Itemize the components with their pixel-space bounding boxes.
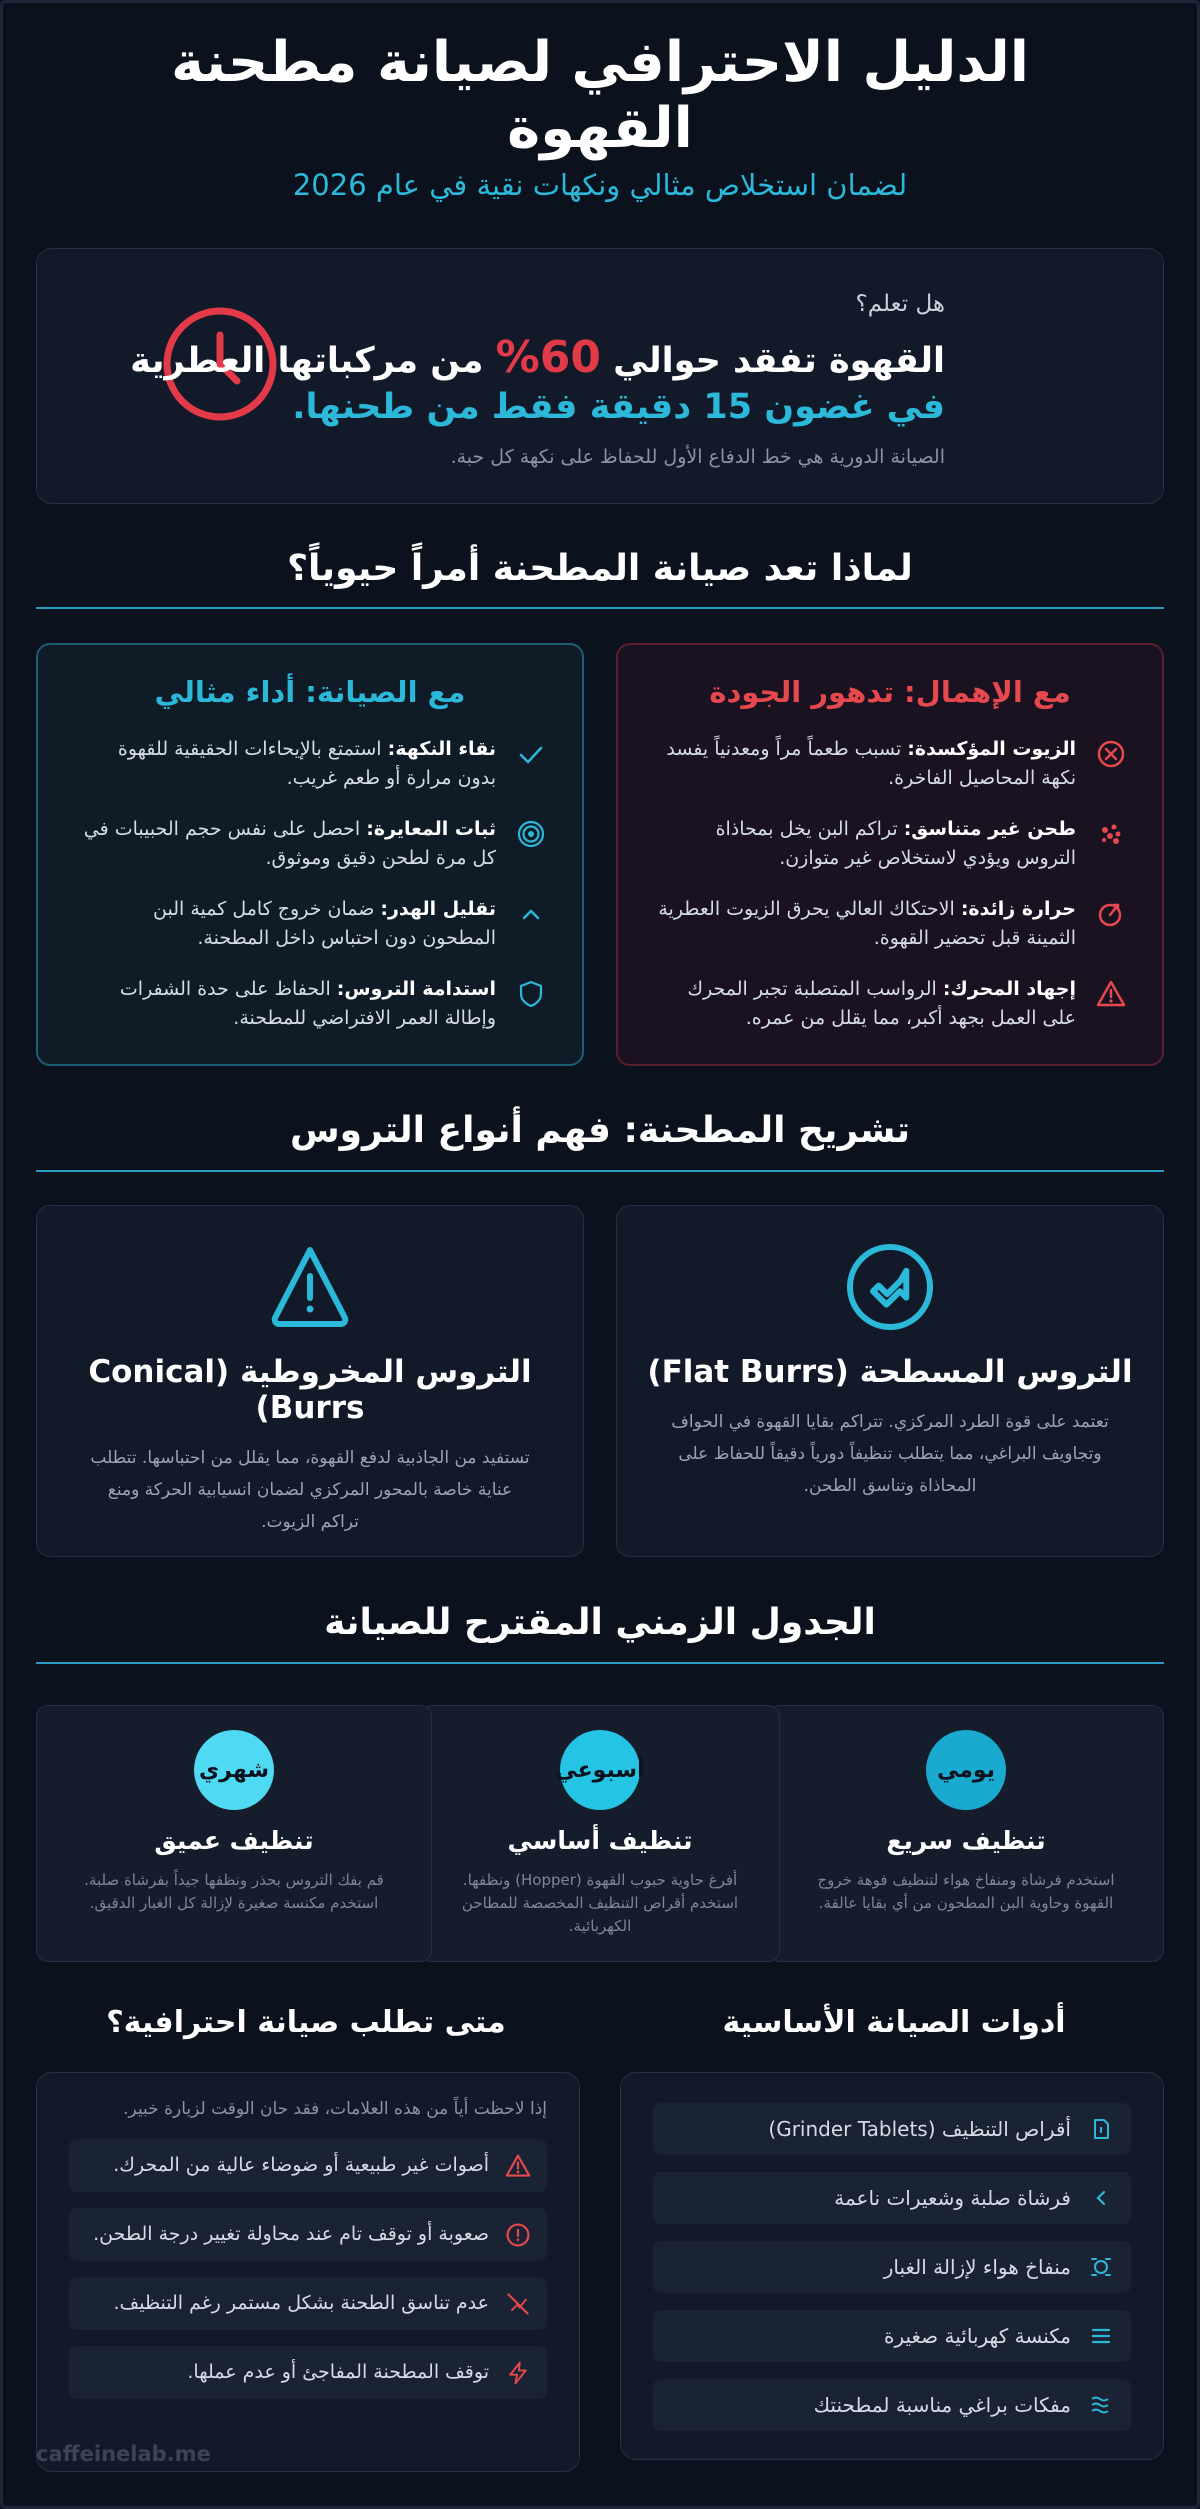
tools-title: أدوات الصيانة الأساسية: [722, 2005, 1066, 2040]
fact-main: [85, 332, 945, 430]
professional-title: متى تطلب صيانة احترافية؟: [106, 2005, 506, 2040]
tool-item: [653, 2379, 1131, 2431]
section-divider: [36, 1170, 1164, 1172]
section-divider: [36, 607, 1164, 609]
neglect-card: [616, 643, 1164, 1066]
neglect-item: [648, 895, 1132, 953]
neglect-item-text: طحن غير متناسق: تراكم البن يخل بمحاذاة التروس ويؤدي لاستخلاص غير متوازن.: [715, 818, 1076, 869]
page-title: الدليل الاحترافي لصيانة مطحنة القهوة: [171, 30, 1029, 161]
flat-burr-title: التروس المسطحة (Flat Burrs): [647, 1354, 1133, 1390]
pro-item: [69, 2139, 547, 2192]
neglect-item-text: إجهاد المحرك: الرواسب المتصلبة تجبر المحرك على العمل بجهد أكبر، مما يقلل من عمره.: [687, 978, 1076, 1029]
pro-item: [69, 2208, 547, 2261]
conical-burr-desc: تستفيد من الجاذبية لدفع القهوة، مما يقلل من احتباسها. تتطلب عناية خاصة بالمحور المركزي لضمان انسيابية الحركة ومنع تراكم الزيوت.: [90, 1448, 530, 1532]
alert-circle-icon: [505, 2222, 531, 2248]
pro-label: أصوات غير طبيعية أو ضوضاء عالية من المحرك.: [113, 2154, 489, 2176]
anatomy-section-title: تشريح المطحنة: فهم أنواع التروس: [290, 1110, 910, 1151]
tools-list: [620, 2072, 1164, 2460]
daily-title: تنظيف سريع: [886, 1826, 1046, 1855]
warning-icon: [505, 2153, 531, 2179]
professional-list: [36, 2072, 580, 2472]
neglect-item-text: حرارة زائدة: الاحتكاك العالي يحرق الزيوت العطرية الثمينة قبل تحضير القهوة.: [658, 898, 1076, 949]
tool-label: مكنسة كهربائية صغيرة: [883, 2324, 1071, 2348]
maintained-item-text: نقاء النكهة: استمتع بالإيحاءات الحقيقية للقهوة بدون مرارة أو طعم غريب.: [117, 738, 496, 789]
schedule-card-weekly: [420, 1705, 780, 1962]
flame-icon: [1096, 899, 1126, 929]
monthly-badge: شهري: [194, 1730, 274, 1810]
monthly-desc: قم بفك التروس بحذر ونظفها جيداً بفرشاة صلبة. استخدم مكنسة صغيرة لإزالة كل الغبار الدقيق.: [84, 1871, 384, 1912]
brush-icon: [1089, 2186, 1113, 2210]
conical-burr-icon: [265, 1242, 355, 1332]
x-circle-icon: [1096, 739, 1126, 769]
tool-label: أقراص التنظيف (Grinder Tablets): [768, 2117, 1071, 2141]
neglect-item: [648, 735, 1132, 793]
tool-item: [653, 2172, 1131, 2224]
maintained-item: [68, 895, 552, 953]
neglect-item-text: الزيوت المؤكسدة: تسبب طعماً مراً ومعدنياً يفسد نكهة المحاصيل الفاخرة.: [666, 738, 1076, 789]
check-icon: [516, 739, 546, 769]
pro-item: [69, 2277, 547, 2330]
fact-question: هل تعلم؟: [855, 291, 945, 317]
maintained-item-text: تقليل الهدر: ضمان خروج كامل كمية البن المطحون دون احتباس داخل المطحنة.: [153, 898, 496, 949]
maintained-title: مع الصيانة: أداء مثالي: [154, 675, 466, 709]
pro-label: عدم تناسق الطحنة بشكل مستمر رغم التنظيف.: [113, 2292, 489, 2314]
monthly-title: تنظيف عميق: [154, 1826, 314, 1855]
pro-label: توقف المطحنة المفاجئ أو عدم عملها.: [187, 2361, 489, 2383]
vacuum-icon: [1089, 2324, 1113, 2348]
weekly-desc: أفرغ حاوية حبوب القهوة (Hopper) ونظفها. استخدم أقراص التنظيف المخصصة للمطاحن الكهربائية.: [461, 1871, 739, 1935]
tool-label: فرشاة صلبة وشعيرات ناعمة: [834, 2186, 1071, 2210]
weekly-badge: أسبوعي: [560, 1730, 640, 1810]
fact-line1-post: من مركباتها العطرية: [130, 341, 496, 381]
tablet-icon: [1089, 2117, 1113, 2141]
conical-burr-card: [36, 1205, 584, 1557]
maintained-item: [68, 735, 552, 793]
tool-label: منفاخ هواء لإزالة الغبار: [883, 2255, 1071, 2279]
flat-burr-desc: تعتمد على قوة الطرد المركزي. تتراكم بقايا القهوة في الحواف وتجاويف البراغي، مما يتطلب تنظيفاً دورياً دقيقاً للحفاظ على المحاذاة وتناسق الطحن.: [671, 1412, 1109, 1496]
schedule-section-title: الجدول الزمني المقترح للصيانة: [324, 1602, 876, 1643]
chevron-up-icon: [516, 899, 546, 929]
footer-brand[interactable]: caffeinelab.me: [36, 2442, 211, 2466]
neglect-title: مع الإهمال: تدهور الجودة: [709, 675, 1071, 709]
pro-label: صعوبة أو توقف تام عند محاولة تغيير درجة الطحن.: [93, 2223, 489, 2245]
tool-item: [653, 2241, 1131, 2293]
fact-card: [36, 248, 1164, 504]
neglect-item: [648, 975, 1132, 1033]
maintained-item: [68, 975, 552, 1033]
fact-line1-pre: القهوة تفقد حوالي: [600, 341, 945, 381]
why-section-title: لماذا تعد صيانة المطحنة أمراً حيوياً؟: [287, 548, 913, 589]
pro-item: [69, 2346, 547, 2399]
shield-icon: [516, 979, 546, 1009]
weekly-title: تنظيف أساسي: [507, 1826, 693, 1855]
daily-badge: يومي: [926, 1730, 1006, 1810]
flat-burr-icon: [845, 1242, 935, 1332]
fact-line2: في غضون 15 دقيقة فقط من طحنها.: [292, 387, 945, 427]
fact-note: الصيانة الدورية هي خط الدفاع الأول للحفاظ على نكهة كل حبة.: [450, 446, 945, 468]
scatter-icon: [1096, 819, 1126, 849]
daily-desc: استخدم فرشاة ومنفاخ هواء لتنظيف فوهة خروج القهوة وحاوية البن المطحون من أي بقايا عالقة.: [817, 1871, 1115, 1912]
section-divider: [36, 1662, 1164, 1664]
tool-label: مفكات براغي مناسبة لمطحنتك: [813, 2393, 1071, 2417]
page-subtitle: لضمان استخلاص مثالي ونكهات نقية في عام 2026: [292, 168, 908, 202]
tool-item: [653, 2103, 1131, 2155]
warning-icon: [1096, 979, 1126, 1009]
maintained-item-text: ثبات المعايرة: احصل على نفس حجم الحبيبات في كل مرة لطحن دقيق وموثوق.: [83, 818, 496, 869]
lightning-icon: [505, 2360, 531, 2386]
header: [0, 30, 1200, 202]
maintained-card: [36, 643, 584, 1066]
tool-item: [653, 2310, 1131, 2362]
flat-burr-card: [616, 1205, 1164, 1557]
schedule-card-daily: [768, 1705, 1164, 1962]
target-icon: [516, 819, 546, 849]
screwdriver-icon: [1089, 2393, 1113, 2417]
maintained-item-text: استدامة التروس: الحفاظ على حدة الشفرات وإطالة العمر الافتراضي للمطحنة.: [119, 978, 496, 1029]
fact-text: [85, 291, 945, 468]
schedule-card-monthly: [36, 1705, 432, 1962]
maintained-item: [68, 815, 552, 873]
fact-percent: 60%: [495, 332, 601, 383]
neglect-item: [648, 815, 1132, 873]
broken-line-icon: [505, 2291, 531, 2317]
air-blower-icon: [1089, 2255, 1113, 2279]
conical-burr-title: التروس المخروطية (Conical Burrs): [88, 1354, 532, 1426]
professional-intro: إذا لاحظت أياً من هذه العلامات، فقد حان الوقت لزيارة خبير.: [123, 2099, 547, 2119]
